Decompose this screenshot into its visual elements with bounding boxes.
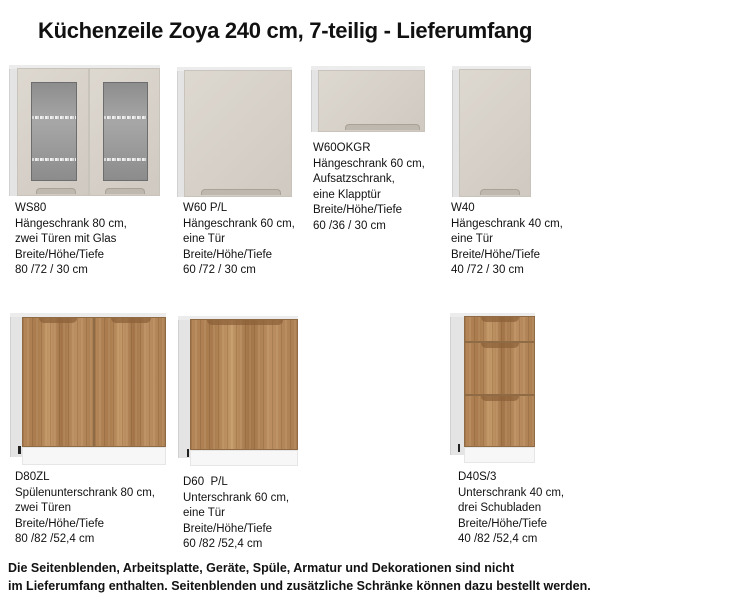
- wall-cabinet-narrow-image: [452, 66, 531, 197]
- item-detail: eine Tür: [451, 233, 493, 245]
- item-detail: Aufsatzschrank,: [313, 173, 395, 185]
- item-dims-label: Breite/Höhe/Tiefe: [451, 248, 541, 261]
- item-description: Unterschrank 40 cm,: [458, 486, 565, 499]
- item-dims: 80 /72 / 30 cm: [15, 264, 88, 276]
- door-handle: [105, 188, 145, 194]
- item-description: Unterschrank 60 cm,: [183, 491, 290, 504]
- delivery-note: [8, 559, 591, 595]
- wall-cabinet-glass-doors-image: [9, 65, 160, 196]
- item-detail: zwei Türen mit Glas: [15, 233, 117, 245]
- drawer-front-top: [464, 316, 535, 342]
- glass-shelf: [32, 158, 76, 161]
- item-code: W40: [451, 202, 475, 214]
- item-code: W60 P/L: [183, 202, 228, 214]
- page-title: Küchenzeile Zoya 240 cm, 7-teilig - Lieferumfang: [38, 18, 533, 43]
- cabinet-flap-door: [318, 70, 425, 132]
- cabinet-leg: [458, 444, 460, 452]
- cabinet-side-panel: [450, 315, 465, 455]
- cabinet-door: [459, 69, 531, 197]
- item-dims-label: Breite/Höhe/Tiefe: [183, 522, 273, 535]
- cabinet-door: [190, 319, 298, 450]
- door-handle: [207, 320, 283, 325]
- glass-shelf: [32, 116, 76, 119]
- item-detail: eine Tür: [183, 233, 225, 245]
- cabinet-door: [184, 70, 292, 197]
- item-description: Hängeschrank 40 cm,: [451, 217, 563, 230]
- item-w60okgr-text: [313, 141, 425, 234]
- item-dims-label: Breite/Höhe/Tiefe: [313, 204, 403, 216]
- item-description: Hängeschrank 80 cm,: [15, 217, 127, 230]
- item-dims-label: Breite/Höhe/Tiefe: [15, 248, 105, 261]
- item-detail-2: eine Klapptür: [313, 188, 381, 201]
- cabinet-door-left: [17, 68, 89, 196]
- item-dims: 80 /82 /52,4 cm: [15, 533, 95, 545]
- item-detail: eine Tür: [183, 507, 225, 519]
- item-code: WS80: [15, 202, 47, 214]
- base-cabinet-single-door-image: [178, 316, 298, 466]
- item-d80zl-text: [15, 470, 155, 548]
- door-handle: [36, 188, 76, 194]
- drawer-front-bottom: [464, 395, 535, 447]
- glass-panel: [103, 82, 148, 181]
- item-dims-label: Breite/Höhe/Tiefe: [458, 517, 548, 530]
- item-dims: 60 /36 / 30 cm: [313, 219, 386, 232]
- item-code: D40S/3: [458, 471, 497, 483]
- sink-base-cabinet-image: [10, 313, 166, 465]
- cabinet-door-left: [22, 317, 94, 447]
- drawer-base-cabinet-image: [450, 313, 535, 463]
- glass-shelf: [104, 116, 147, 119]
- delivery-note-line-2: im Lieferumfang enthalten. Seitenblenden und zusätzliche Schränke können dazu bestellt werden.: [8, 579, 591, 593]
- item-code: D60 P/L: [183, 476, 228, 488]
- glass-panel: [31, 82, 77, 181]
- door-handle: [480, 189, 520, 195]
- cabinet-plinth: [190, 450, 298, 466]
- item-detail: drei Schubladen: [458, 502, 542, 514]
- wall-cabinet-single-door-image: [177, 67, 292, 197]
- item-d60-text: [183, 475, 289, 553]
- item-dims-label: Breite/Höhe/Tiefe: [183, 248, 273, 261]
- item-description: Hängeschrank 60 cm,: [313, 157, 425, 170]
- cabinet-plinth: [22, 447, 166, 465]
- glass-shelf: [104, 158, 147, 161]
- cabinet-leg: [187, 449, 189, 457]
- item-dims: 60 /82 /52,4 cm: [183, 538, 263, 550]
- item-dims: 40 /82 /52,4 cm: [458, 533, 538, 545]
- door-handle: [201, 189, 281, 195]
- item-dims-label: Breite/Höhe/Tiefe: [15, 517, 105, 530]
- item-dims: 40 /72 / 30 cm: [451, 264, 524, 276]
- item-d40s3-text: [458, 470, 564, 548]
- item-code: W60OKGR: [313, 142, 371, 154]
- item-description: Spülenunterschrank 80 cm,: [15, 486, 155, 499]
- drawer-handle: [481, 396, 519, 401]
- cabinet-plinth: [464, 447, 535, 463]
- item-description: Hängeschrank 60 cm,: [183, 217, 295, 230]
- drawer-handle: [481, 317, 519, 322]
- door-handle: [39, 318, 77, 323]
- wall-cabinet-flap-door-image: [311, 66, 425, 132]
- delivery-note-line-1: Die Seitenblenden, Arbeitsplatte, Geräte, Spüle, Armatur und Dekorationen sind nicht: [8, 561, 515, 575]
- item-w60-text: [183, 201, 295, 279]
- door-handle: [111, 318, 151, 323]
- door-handle: [345, 124, 420, 130]
- cabinet-door-right: [94, 317, 166, 447]
- item-code: D80ZL: [15, 471, 50, 483]
- cabinet-leg: [18, 446, 21, 454]
- drawer-front-middle: [464, 342, 535, 395]
- cabinet-door-right: [89, 68, 160, 196]
- item-w40-text: [451, 201, 563, 279]
- item-dims: 60 /72 / 30 cm: [183, 264, 256, 276]
- drawer-handle: [481, 343, 519, 348]
- item-ws80-text: [15, 201, 127, 279]
- item-detail: zwei Türen: [15, 502, 72, 514]
